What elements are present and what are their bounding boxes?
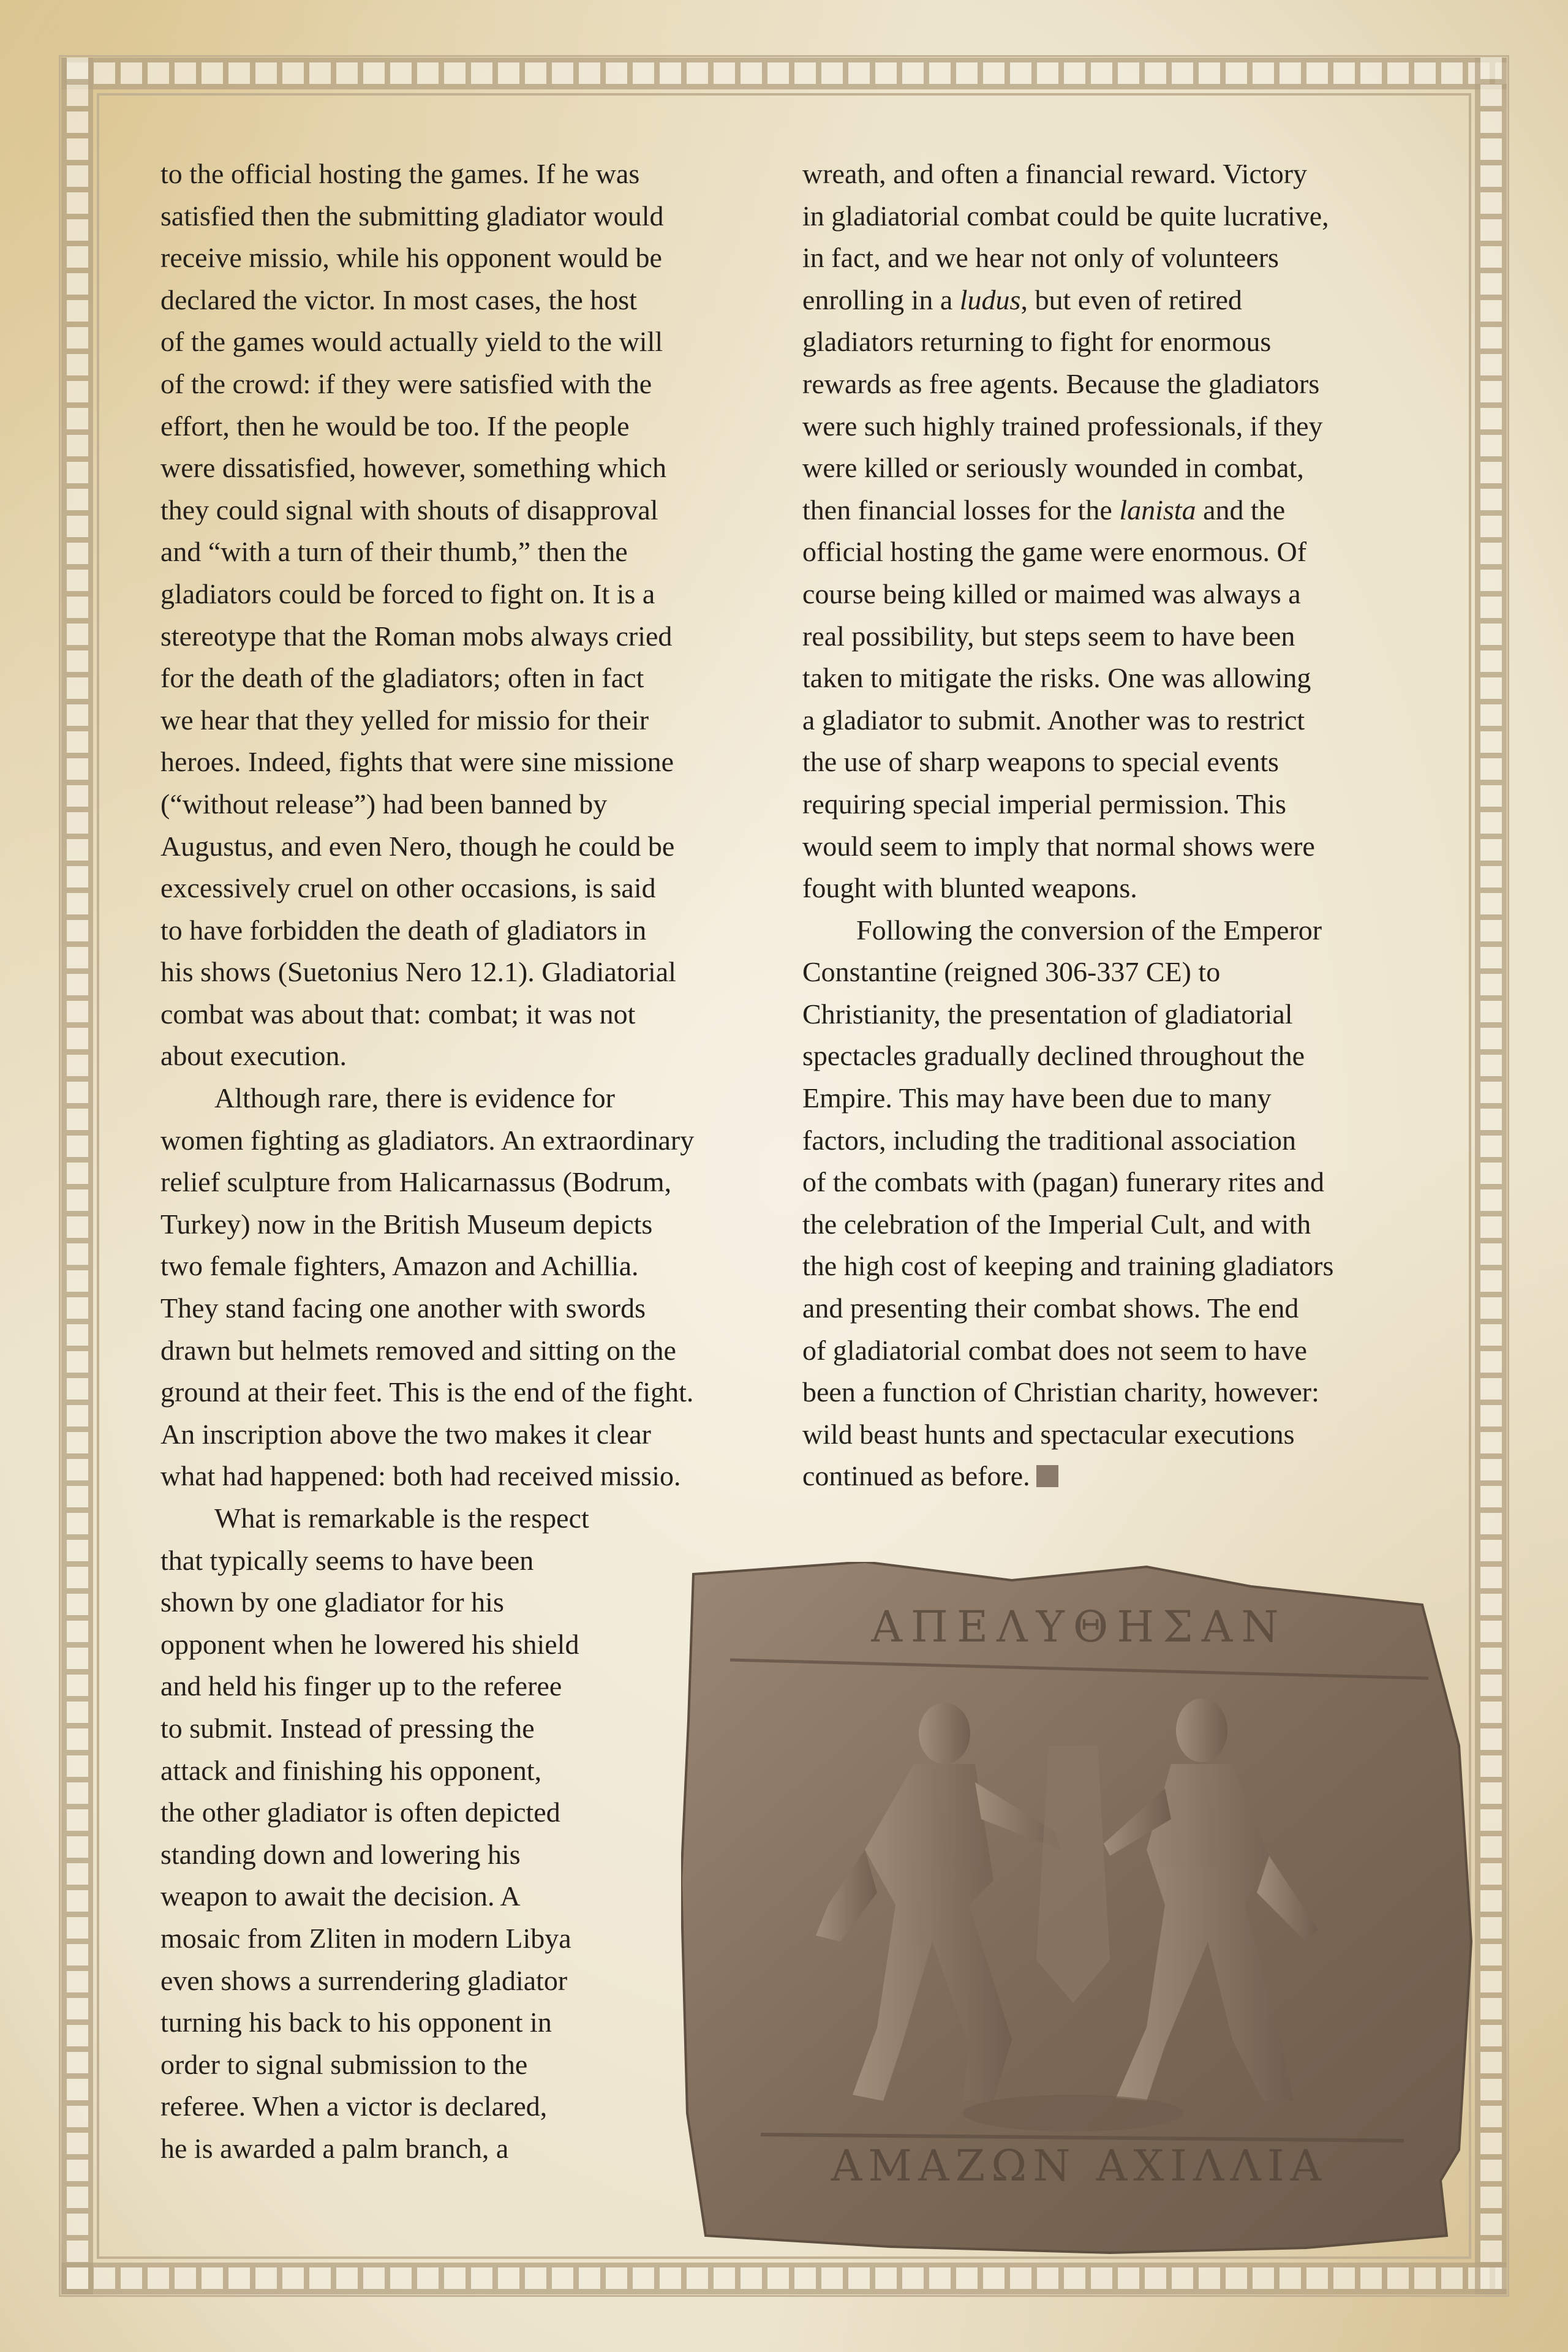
text-line: An inscription above the two makes it clear bbox=[160, 1418, 651, 1450]
text-line: about execution. bbox=[160, 1040, 347, 1072]
text-line: gladiators could be forced to fight on. It is a bbox=[160, 578, 655, 609]
square-end-mark-icon bbox=[1036, 1465, 1058, 1487]
text-line: been a function of Christian charity, however: bbox=[802, 1376, 1319, 1408]
text-line: opponent when he lowered his shield bbox=[160, 1628, 579, 1660]
text-line: excessively cruel on other occasions, is said bbox=[160, 872, 656, 904]
text-line: order to signal submission to the bbox=[160, 2048, 528, 2080]
text-line: what had happened: both had received missio. bbox=[160, 1460, 681, 1492]
text-line: he is awarded a palm branch, a bbox=[160, 2132, 509, 2164]
text-line: mosaic from Zliten in modern Libya bbox=[160, 1922, 571, 1954]
text-line: (“without release”) had been banned by bbox=[160, 788, 608, 820]
paragraph-crowd-judgment bbox=[160, 153, 773, 1077]
paragraph-respect bbox=[160, 1498, 632, 2170]
text-line: wreath, and often a financial reward. Victory bbox=[802, 158, 1308, 189]
italic-term-ludus: ludus bbox=[959, 284, 1021, 315]
text-line: of the crowd: if they were satisfied with the bbox=[160, 368, 652, 399]
text-line: enrolling in a bbox=[802, 284, 960, 315]
text-line: for the death of the gladiators; often in fact bbox=[160, 662, 644, 694]
relief-inscription-top: ΑΠΕΛΥΘΗΣΑΝ bbox=[871, 1602, 1287, 1652]
text-line: were dissatisfied, however, something which bbox=[160, 452, 666, 484]
text-line: Following the conversion of the Emperor bbox=[856, 914, 1322, 946]
text-line: were killed or seriously wounded in combat, bbox=[802, 452, 1304, 484]
text-line: a gladiator to submit. Another was to restrict bbox=[802, 704, 1305, 736]
text-line: weapon to await the decision. A bbox=[160, 1880, 521, 1912]
text-line: the high cost of keeping and training gladiators bbox=[802, 1250, 1334, 1282]
text-line: turning his back to his opponent in bbox=[160, 2007, 552, 2038]
text-line: Although rare, there is evidence for bbox=[214, 1082, 615, 1114]
relief-inscription-bottom: ΑΜΑΖΩΝ ΑΧΙΛΛΙΑ bbox=[831, 2141, 1328, 2191]
text-line: even shows a surrendering gladiator bbox=[160, 1964, 568, 1996]
text-line: that typically seems to have been bbox=[160, 1544, 534, 1576]
text-line: drawn but helmets removed and sitting on the bbox=[160, 1334, 676, 1366]
text-line: would seem to imply that normal shows were bbox=[802, 830, 1315, 862]
right-column bbox=[802, 153, 1415, 1498]
text-line: to have forbidden the death of gladiators in bbox=[160, 914, 647, 946]
text-line: Empire. This may have been due to many bbox=[802, 1082, 1272, 1114]
text-line: gladiators returning to fight for enormous bbox=[802, 326, 1272, 358]
text-line: continued as before. bbox=[802, 1460, 1030, 1492]
text-line: fought with blunted weapons. bbox=[802, 872, 1137, 904]
paragraph-rewards bbox=[802, 153, 1415, 910]
text-line: two female fighters, Amazon and Achillia. bbox=[160, 1250, 639, 1282]
text-line: taken to mitigate the risks. One was allowing bbox=[802, 662, 1311, 694]
text-line: stereotype that the Roman mobs always cried bbox=[160, 620, 673, 652]
text-line: attack and finishing his opponent, bbox=[160, 1754, 542, 1786]
text-line: relief sculpture from Halicarnassus (Bodrum, bbox=[160, 1166, 672, 1198]
text-line: the use of sharp weapons to special events bbox=[802, 746, 1279, 778]
text-line: Turkey) now in the British Museum depicts bbox=[160, 1208, 653, 1240]
text-line: and held his finger up to the referee bbox=[160, 1670, 562, 1702]
text-line: were such highly trained professionals, if they bbox=[802, 410, 1323, 442]
text-line: to the official hosting the games. If he was bbox=[160, 158, 640, 189]
greek-key-border-right bbox=[1475, 58, 1507, 2294]
text-line: of the combats with (pagan) funerary rites and bbox=[802, 1166, 1324, 1198]
text-line: and “with a turn of their thumb,” then the bbox=[160, 536, 628, 568]
text-line: in fact, and we hear not only of volunteers bbox=[802, 242, 1279, 274]
text-line: , but even of retired bbox=[1020, 284, 1242, 315]
text-line: his shows (Suetonius Nero 12.1). Gladiatorial bbox=[160, 956, 676, 988]
text-line: combat was about that: combat; it was not bbox=[160, 998, 636, 1030]
italic-term-lanista: lanista bbox=[1119, 494, 1196, 526]
text-line: What is remarkable is the respect bbox=[214, 1502, 589, 1534]
text-line: and presenting their combat shows. The end bbox=[802, 1292, 1299, 1324]
text-line: shown by one gladiator for his bbox=[160, 1586, 504, 1618]
text-line: standing down and lowering his bbox=[160, 1838, 521, 1870]
central-shield bbox=[1036, 1746, 1110, 2003]
text-line: factors, including the traditional association bbox=[802, 1124, 1297, 1156]
text-line: of gladiatorial combat does not seem to have bbox=[802, 1334, 1307, 1366]
text-line: real possibility, but steps seem to have been bbox=[802, 620, 1295, 652]
text-line: declared the victor. In most cases, the host bbox=[160, 284, 637, 315]
greek-key-border-top bbox=[61, 58, 1507, 89]
text-line: Constantine (reigned 306-337 CE) to bbox=[802, 956, 1221, 988]
text-line: wild beast hunts and spectacular executions bbox=[802, 1418, 1295, 1450]
text-line: the celebration of the Imperial Cult, and with bbox=[802, 1208, 1311, 1240]
text-line: effort, then he would be too. If the people bbox=[160, 410, 630, 442]
text-line: official hosting the game were enormous. Of bbox=[802, 536, 1307, 568]
text-line: we hear that they yelled for missio for their bbox=[160, 704, 649, 736]
text-line: and the bbox=[1196, 494, 1286, 526]
text-line: heroes. Indeed, fights that were sine missione bbox=[160, 746, 674, 778]
text-line: referee. When a victor is declared, bbox=[160, 2090, 548, 2122]
text-line: satisfied then the submitting gladiator would bbox=[160, 200, 664, 232]
text-line: of the games would actually yield to the will bbox=[160, 326, 663, 358]
text-line: receive missio, while his opponent would be bbox=[160, 242, 662, 274]
text-line: They stand facing one another with swords bbox=[160, 1292, 646, 1324]
text-line: requiring special imperial permission. This bbox=[802, 788, 1286, 820]
text-line: to submit. Instead of pressing the bbox=[160, 1712, 535, 1744]
text-line: course being killed or maimed was always a bbox=[802, 578, 1301, 609]
relief-sculpture-amazon-achillia bbox=[681, 1562, 1477, 2254]
text-line: they could signal with shouts of disapproval bbox=[160, 494, 658, 526]
greek-key-border-bottom bbox=[61, 2263, 1507, 2294]
paragraph-female-gladiators bbox=[160, 1077, 773, 1498]
greek-key-border-left bbox=[61, 58, 93, 2294]
text-line: rewards as free agents. Because the gladiators bbox=[802, 368, 1320, 399]
paragraph-decline bbox=[802, 910, 1415, 1498]
text-line: Augustus, and even Nero, though he could be bbox=[160, 830, 675, 862]
text-line: then financial losses for the bbox=[802, 494, 1120, 526]
text-line: spectacles gradually declined throughout the bbox=[802, 1040, 1305, 1072]
text-line: Christianity, the presentation of gladiatorial bbox=[802, 998, 1293, 1030]
text-line: the other gladiator is often depicted bbox=[160, 1796, 560, 1828]
text-line: in gladiatorial combat could be quite lucrative, bbox=[802, 200, 1329, 232]
text-line: ground at their feet. This is the end of the fight. bbox=[160, 1376, 694, 1408]
text-line: women fighting as gladiators. An extraordinary bbox=[160, 1124, 695, 1156]
